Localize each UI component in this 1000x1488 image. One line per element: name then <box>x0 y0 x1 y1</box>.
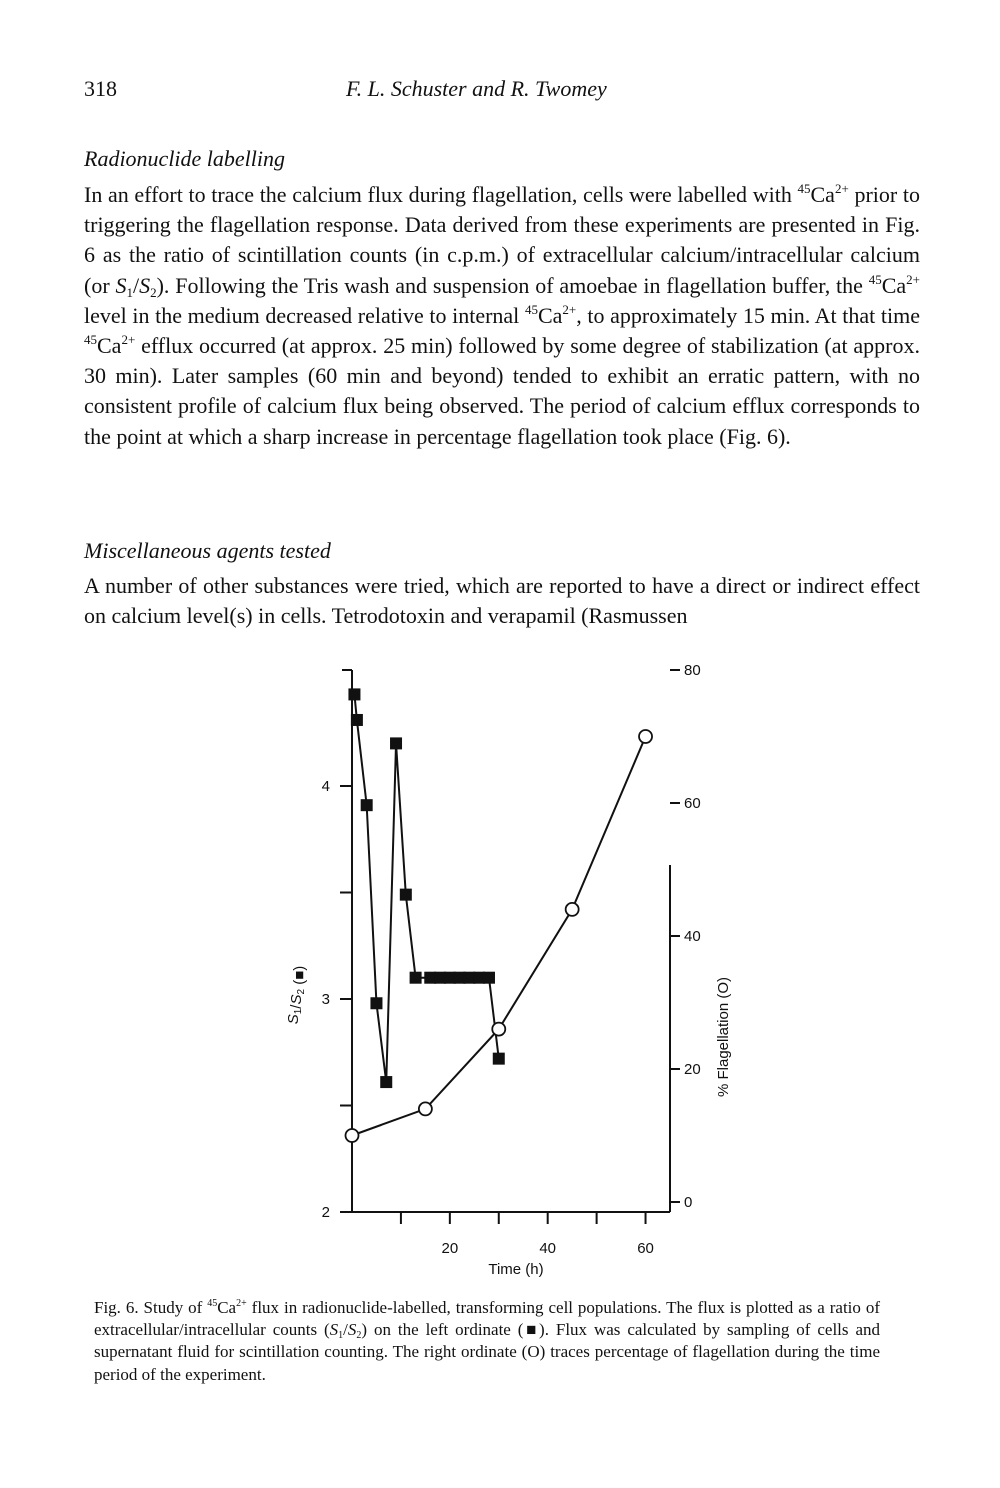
page-header <box>84 76 924 106</box>
section-heading-radionuclide: Radionuclide labelling <box>84 146 286 171</box>
flagellation-data-point <box>492 1023 505 1036</box>
ratio-data-point <box>380 1076 392 1088</box>
running-head: F. L. Schuster and R. Twomey <box>346 76 607 101</box>
flagellation-data-point <box>639 730 652 743</box>
ratio-data-point <box>390 737 402 749</box>
left-tick-label: 3 <box>321 991 330 1008</box>
ratio-data-point <box>410 972 422 984</box>
x-tick-label: 40 <box>539 1240 557 1257</box>
left-tick-label: 2 <box>321 1204 330 1221</box>
right-tick-label: 60 <box>684 795 701 812</box>
ratio-data-point <box>351 714 363 726</box>
flagellation-data-point <box>566 903 579 916</box>
ratio-data-point <box>483 972 495 984</box>
chart-series-lines <box>352 694 646 1135</box>
right-tick-label: 80 <box>684 662 701 679</box>
section-heading-misc: Miscellaneous agents tested <box>84 538 331 563</box>
flagellation-data-point <box>419 1102 432 1115</box>
ratio-series-line <box>354 694 498 1082</box>
page-number: 318 <box>84 76 117 101</box>
figure-caption: Fig. 6. Study of $^{45}Ca^{2+}$ flux in radionuclide-labelled, transforming cell populations. The flux is plotted as a ratio of extracellular/intracellular counts $(S_1/S_2)$ on the left ordinate (■). Flux was calculated by sampling of cells and supernatant fluid for scintillation counting. The right ordinate (O) traces percentage of flagellation during the time period of the experiment. <box>94 1298 880 1384</box>
x-tick-label: 60 <box>637 1240 654 1257</box>
x-axis-title: Time (h) <box>488 1261 544 1278</box>
flagellation-data-point <box>346 1129 359 1142</box>
left-axis-title: $S_1/S_2$ (■) <box>285 965 308 1025</box>
right-tick-label: 40 <box>684 928 701 945</box>
ratio-data-point <box>348 688 360 700</box>
figure-6-chart <box>270 655 750 1285</box>
ratio-data-point <box>493 1053 505 1065</box>
paragraph-misc: A number of other substances were tried, which are reported to have a direct or indirect effect on calcium level(s) in cells. Tetrodotoxin and verapamil (Rasmussen <box>84 573 920 629</box>
ratio-data-point <box>361 799 373 811</box>
right-tick-label: 0 <box>684 1194 693 1211</box>
ratio-data-point <box>370 997 382 1009</box>
ratio-data-point <box>400 889 412 901</box>
paragraph-radionuclide: In an effort to trace the calcium flux during flagellation, cells were labelled with $^{45}Ca^{2+}$ prior to triggering the flagellation response. Data derived from these experiments are presented in Fig. 6 as the ratio of scintillation counts (in c.p.m.) of extracellular calcium/intracellular calcium (or $S_1/S_2$). Following the Tris wash and suspension of amoebae in flagellation buffer, the $^{45}Ca^{2+}$ level in the medium decreased relative to internal $^{45}Ca^{2+}$, to approximately 15 min. At that time $^{45}Ca^{2+}$ efflux occurred (at approx. 25 min) followed by some degree of stabilization (at approx. 30 min). Later samples (60 min and beyond) tended to exhibit an erratic pattern, with no consistent profile of calcium flux being observed. The period of calcium efflux corresponds to the point at which a sharp increase in percentage flagellation took place (Fig. 6). <box>84 181 920 449</box>
right-axis-title: % Flagellation (O) <box>715 976 732 1098</box>
flagellation-series-line <box>352 737 646 1136</box>
right-tick-label: 20 <box>684 1061 701 1078</box>
x-tick-label: 20 <box>441 1240 459 1257</box>
left-tick-label: 4 <box>321 778 330 795</box>
